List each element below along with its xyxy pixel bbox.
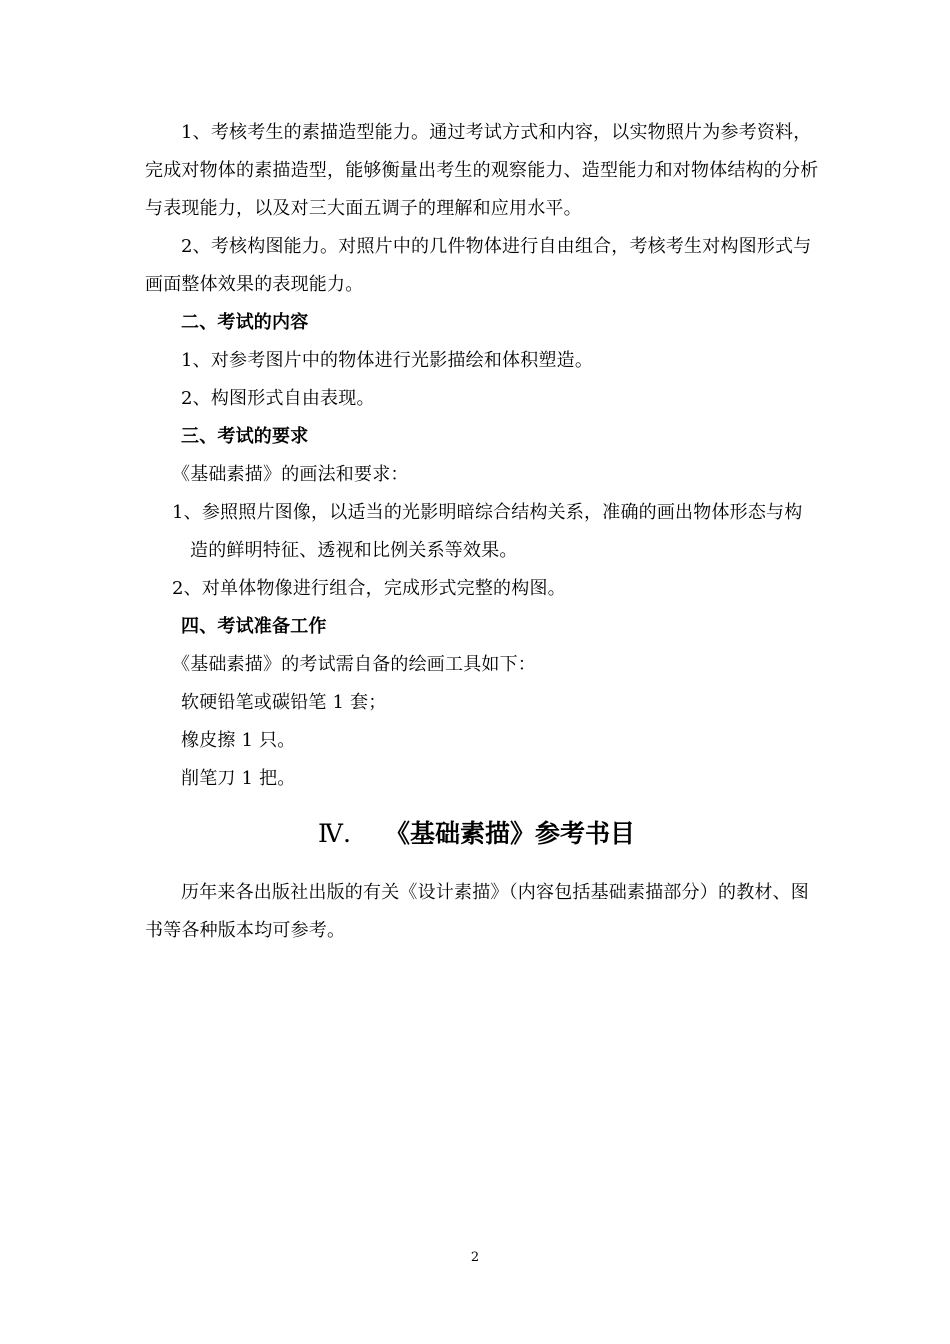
preparation-tool-3: 削笔刀 1 把。 bbox=[181, 768, 296, 789]
section-heading-preparation: 四、考试准备工作 bbox=[181, 616, 327, 637]
assessment-item-1-line-2: 完成对物体的素描造型，能够衡量出考生的观察能力、造型能力和对物体结构的分析 bbox=[145, 160, 819, 181]
section-heading-requirements: 三、考试的要求 bbox=[181, 426, 309, 447]
assessment-item-1-line-3: 与表现能力，以及对三大面五调子的理解和应用水平。 bbox=[145, 198, 582, 219]
requirements-intro: 《基础素描》的画法和要求： bbox=[172, 464, 409, 485]
content-item-1: 1、对参考图片中的物体进行光影描绘和体积塑造。 bbox=[181, 350, 594, 371]
content-item-2: 2、构图形式自由表现。 bbox=[181, 388, 375, 409]
requirements-item-1-line-1: 1、参照照片图像，以适当的光影明暗综合结构关系，准确的画出物体形态与构 bbox=[172, 502, 803, 523]
requirements-item-2: 2、对单体物像进行组合，完成形式完整的构图。 bbox=[172, 578, 566, 599]
part-iv-title: 《基础素描》参考书目 bbox=[385, 819, 636, 848]
assessment-item-1-line-1: 1、考核考生的素描造型能力。通过考试方式和内容，以实物照片为参考资料， bbox=[181, 122, 812, 143]
part-iv-body-line-2: 书等各种版本均可参考。 bbox=[145, 920, 346, 941]
assessment-item-2-line-1: 2、考核构图能力。对照片中的几件物体进行自由组合，考核考生对构图形式与 bbox=[181, 236, 812, 257]
part-iv-numeral: Ⅳ. bbox=[318, 819, 351, 848]
preparation-tool-2: 橡皮擦 1 只。 bbox=[181, 730, 296, 751]
page-number: 2 bbox=[470, 1250, 480, 1265]
preparation-intro: 《基础素描》的考试需自备的绘画工具如下： bbox=[172, 654, 536, 675]
preparation-tool-1: 软硬铅笔或碳铅笔 1 套； bbox=[181, 692, 387, 713]
assessment-item-2-line-2: 画面整体效果的表现能力。 bbox=[145, 274, 364, 295]
section-heading-content: 二、考试的内容 bbox=[181, 312, 309, 333]
requirements-item-1-line-2: 造的鲜明特征、透视和比例关系等效果。 bbox=[190, 540, 518, 561]
part-iv-body-line-1: 历年来各出版社出版的有关《设计素描》（内容包括基础素描部分）的教材、图 bbox=[181, 882, 809, 903]
